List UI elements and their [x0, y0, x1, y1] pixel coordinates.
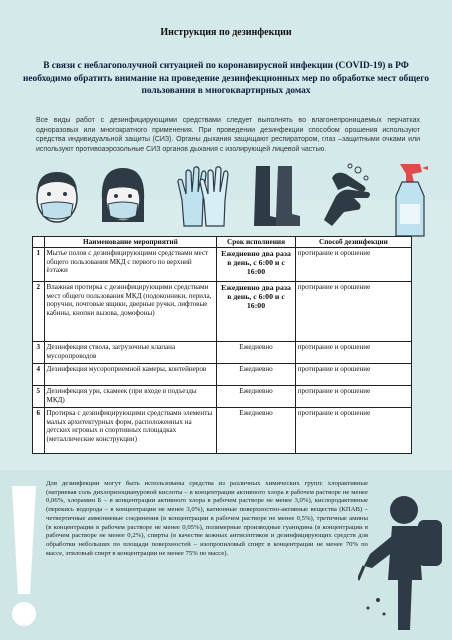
row-method: протирание и орошение	[295, 408, 411, 454]
header-num	[33, 237, 45, 248]
disinfectants-paragraph: Для дезинфекции могут быть использованы средства из различных химических групп: хлорактивные (натриевая соль дихлоризоциануровой кислоты – в концентрации активного хлора в рабочем растворе не менее 0,06%, хлорамин Б – в концентрации активного хлора в рабочем растворе не менее 3,0%), кислородактивные (перекись водорода – в концентрации не менее 3,0%), катионные поверхностно-активные вещества (КПАВ) – четвертичные аммониевые соединения (в концентрации в рабочем растворе не менее 0,5%), третичные амины (в концентрации в рабочем растворе не менее 0,05%), полимерные производные гуанидина (в концентрации в рабочем растворе не менее 0,2%), спирты (в качестве кожных антисептиков и дезинфицирующих средств для обработки небольших по площади поверхностей – изопропиловый спирт в концентрации не менее 70% по массе, этиловый спирт в концентрации не менее 75% по массе).	[46, 480, 368, 557]
row-method: протирание и орошение	[295, 248, 411, 282]
row-measure: Дезинфекция мусороприемной камеры, контейнеров	[44, 364, 217, 386]
row-number: 5	[33, 386, 45, 408]
header-method: Способ дезинфекции	[295, 237, 411, 248]
table-row	[33, 342, 412, 364]
row-method: протирание и орошение	[295, 364, 411, 386]
row-frequency: Ежедневно	[217, 364, 296, 386]
row-number: 2	[33, 282, 45, 342]
row-measure: Влажная протирка с дезинфицирующими средствами мест общего пользования МКД (подоконники, перила, поручни, почтовые ящики, дверные ручки, лифтовые кабины, кнопки вызова, домофоны)	[44, 282, 217, 342]
row-frequency: Ежедневно два раза в день, с 6:00 и с 16:00	[217, 248, 296, 282]
row-method: протирание и орошение	[295, 386, 411, 408]
row-method: протирание и орошение	[295, 282, 411, 342]
face-mask-woman-icon	[98, 160, 148, 232]
row-number: 1	[33, 248, 45, 282]
row-number: 6	[33, 408, 45, 454]
table-row	[33, 364, 412, 386]
table-row	[33, 248, 412, 282]
boots-icon	[248, 160, 304, 232]
spray-bottle-icon	[386, 160, 430, 240]
table-row	[33, 282, 412, 342]
exclamation-icon	[4, 486, 44, 632]
row-frequency: Ежедневно	[217, 342, 296, 364]
protective-icons-row	[34, 160, 434, 235]
intro-paragraph: Все виды работ с дезинфицирующими средствами следует выполнять во влагонепроницаемых перчатках одноразовых или многократного применения. При проведении дезинфекции способом орошения используют средства индивидуальной защиты (СИЗ). Органы дыхания защищают респиратором, глаз –защитными очками или используют противоаэрозольные СИЗ органов дыхания с изолирующей лицевой частью.	[36, 117, 420, 153]
row-measure: Протирка с дезинфицирующими средствами элементы малых архитектурных форм, расположенных на детских игровых и спортивных площадках (металлические конструкции)	[44, 408, 217, 454]
row-number: 4	[33, 364, 45, 386]
table-header-row	[33, 237, 412, 248]
row-frequency: Ежедневно	[217, 386, 296, 408]
row-measure: Дезинфекция ствола, загрузочные клапана мусоропроводов	[44, 342, 217, 364]
page-subtitle: В связи с неблагополучной ситуацией по коронавирусной инфекции (COVID-19) в РФ необходимо обратить внимание на проведение дезинфекционных мер по обработке мест общего пользования в многоквартирных домах	[22, 61, 430, 96]
row-measure: Дезинфекция урн, скамеек (при входе в подъезды МКД)	[44, 386, 217, 408]
header-frequency: Срок исполнения	[217, 237, 296, 248]
row-frequency: Ежедневно два раза в день, с 6:00 и с 16:00	[217, 282, 296, 342]
face-mask-man-icon	[34, 160, 80, 232]
row-measure: Мытье полов с дезинфицирующими средствами мест общего пользования МКД с первого по верхний ёэтажи	[44, 248, 217, 282]
header-name: Наименование мероприятий	[44, 237, 217, 248]
row-number: 3	[33, 342, 45, 364]
row-frequency: Ежедневно	[217, 408, 296, 454]
hand-washing-icon	[318, 160, 374, 232]
disinfector-worker-icon	[358, 480, 452, 640]
table-row	[33, 408, 412, 454]
gloves-icon	[174, 160, 234, 232]
row-method: протирание и орошение	[295, 342, 411, 364]
measures-table	[32, 236, 412, 454]
page-title: Инструкция по дезинфекции	[160, 27, 292, 38]
table-row	[33, 386, 412, 408]
